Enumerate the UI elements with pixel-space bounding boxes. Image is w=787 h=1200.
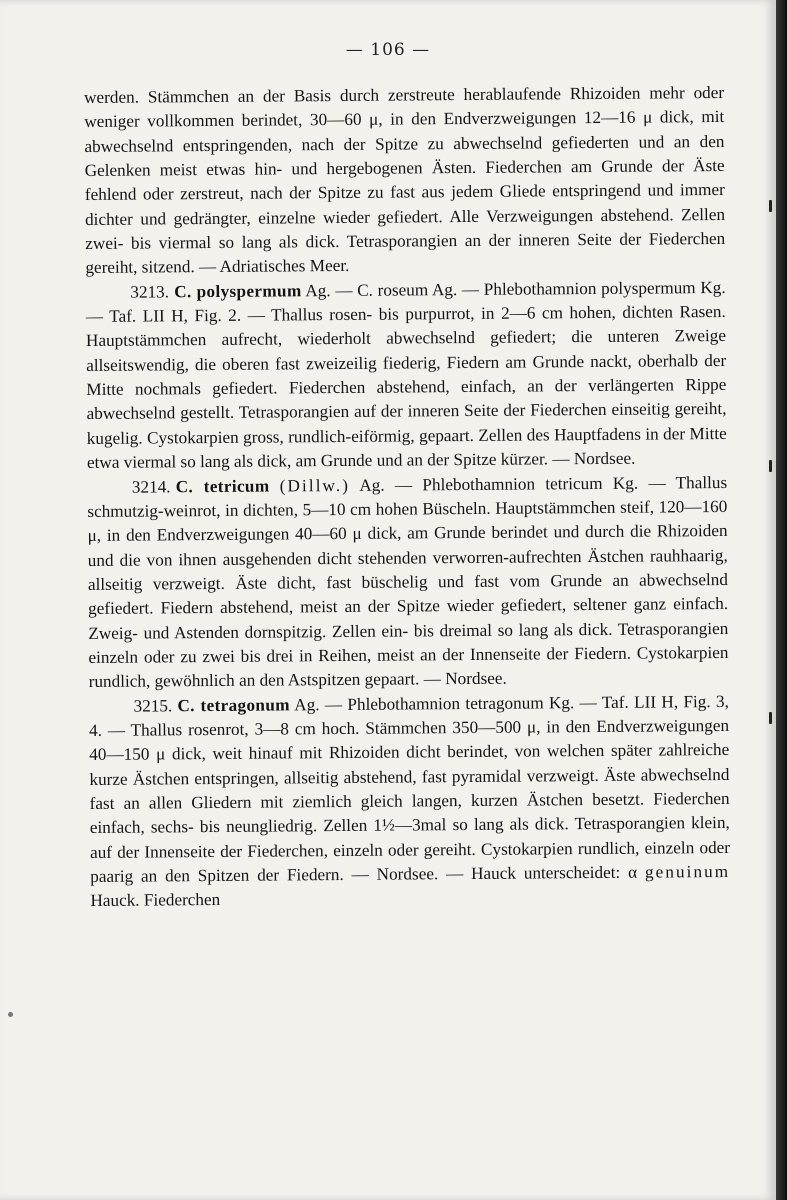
body-text — [84, 81, 730, 914]
paragraph-3213 — [86, 276, 728, 476]
paragraph-tail: Hauck. Fiederchen — [90, 890, 221, 911]
variety-greek-letter: α — [627, 862, 638, 882]
species-name: C. polyspermum — [174, 281, 302, 302]
paragraph-text: Ag. — Phlebothamnion tetragonum Kg. — Taf. LII H, Fig. 3, 4. — Thallus rosenrot, 3—8 cm hoch. Stämmchen 350—500 μ, in den Endverzweigungen 40—150 μ dick, weit hinauf mit Rhizoiden dicht berindet, von welchen später zahlreiche kurze Ästchen entspringen, allseitig abstehend, fast pyramidal verzweigt. Äste abwechselnd fast an allen Gliedern mit ziemlich gleich langen, kurzen Ästchen besetzt. Fiederchen einfach, sechs- bis neungliedrig. Zellen 1½—3mal so lang als dick. Tetrasporangien klein, auf der Innenseite der Fiederchen, einzeln oder gereiht. Cystokarpien rundlich, einzeln oder paarig an den Spitzen der Fiedern. — Nordsee. — Hauck unterscheidet: — [88, 691, 731, 886]
entry-number: 3215. — [133, 695, 173, 716]
paragraph-3214 — [87, 470, 729, 694]
species-name: C. tetragonum — [177, 694, 290, 715]
paragraph-text: Ag. — Phlebothamnion tetricum Kg. — Thallus schmutzig-weinrot, in dichten, 5—10 cm hohen Büscheln. Hauptstämmchen steif, 120—160 μ, in den Endverzweigungen 40—60 μ dick, am Grunde berindet und durch die Rhizoiden und die von ihnen ausgehenden dicht stehenden verworren-aufrechten Ästchen rauhhaarig, allseitig verzweigt. Äste dicht, fast büschelig und fast vom Grunde an abwechselnd gefiedert. Fiedern abstehend, meist an der Spitze wieder gefiedert, seltener ganz einfach. Zweig- und Astenden dornspitzig. Zellen ein- bis dreimal so lang als dick. Tetrasporangien einzeln oder zu zwei bis drei in Reihen, meist an der Innenseite der Fiedern. Cystokarpien rundlich, gewöhnlich an den Astspitzen gepaart. — Nordsee. — [87, 472, 729, 692]
paragraph-continuation — [84, 81, 726, 281]
page-edge-shadow — [776, 0, 787, 1200]
paragraph-3215 — [89, 690, 731, 914]
species-name: C. tetricum — [175, 476, 270, 496]
page-number: — 106 — — [345, 40, 431, 60]
paragraph-text: werden. Stämmchen an der Basis durch zerstreute herablaufende Rhizoiden mehr oder weniger vollkommen berindet, 30—60 μ, in den Endverzweigungen 12—16 μ dick, mit abwechselnd entspringenden, nach der Spitze zu abwechselnd gefiederten und an den Gelenken meist etwas hin- und hergebogenen Ästen. Fiederchen am Grunde der Äste fehlend oder zerstreut, nach der Spitze zu fast aus jedem Gliede entspringend und immer dichter und gedrängter, einzelne wieder gefiedert. Alle Verzweigungen abstehend. Zellen zwei- bis viermal so lang als dick. Tetrasporangien an der inneren Seite der Fiederchen gereiht, sitzend. — Adriatisches Meer. — [84, 82, 726, 278]
entry-number: 3214. — [131, 476, 171, 497]
variety-name: genuinum — [644, 861, 731, 882]
margin-mark — [769, 200, 772, 212]
entry-number: 3213. — [130, 282, 170, 302]
margin-mark — [769, 712, 772, 724]
ink-spot — [8, 1012, 13, 1017]
margin-mark — [769, 460, 772, 472]
species-author: (Dillw.) — [279, 475, 351, 495]
paragraph-text: Ag. — C. roseum Ag. — Phlebothamnion polyspermum Kg. — Taf. LII H, Fig. 2. — Thallus rosen- bis purpurrot, in 2—6 cm hohen, dichten Rasen. Hauptstämmchen aufrecht, wiederholt abwechselnd gefiedert; die unteren Zweige allseitswendig, die oberen fast zweizeilig fiederig, Fiedern am Grunde nackt, oberhalb der Mitte nochmals gefiedert. Fiederchen abstehend, einfach, an der verlängerten Rippe abwechselnd gestellt. Tetrasporangien auf der inneren Seite der Fiederchen einseitig gereiht, kugelig. Cystokarpien gross, rundlich-eiförmig, gepaart. Zellen des Hauptfadens in der Mitte etwa viermal so lang als dick, am Grunde und an der Spitze kürzer. — Nordsee. — [85, 277, 727, 473]
